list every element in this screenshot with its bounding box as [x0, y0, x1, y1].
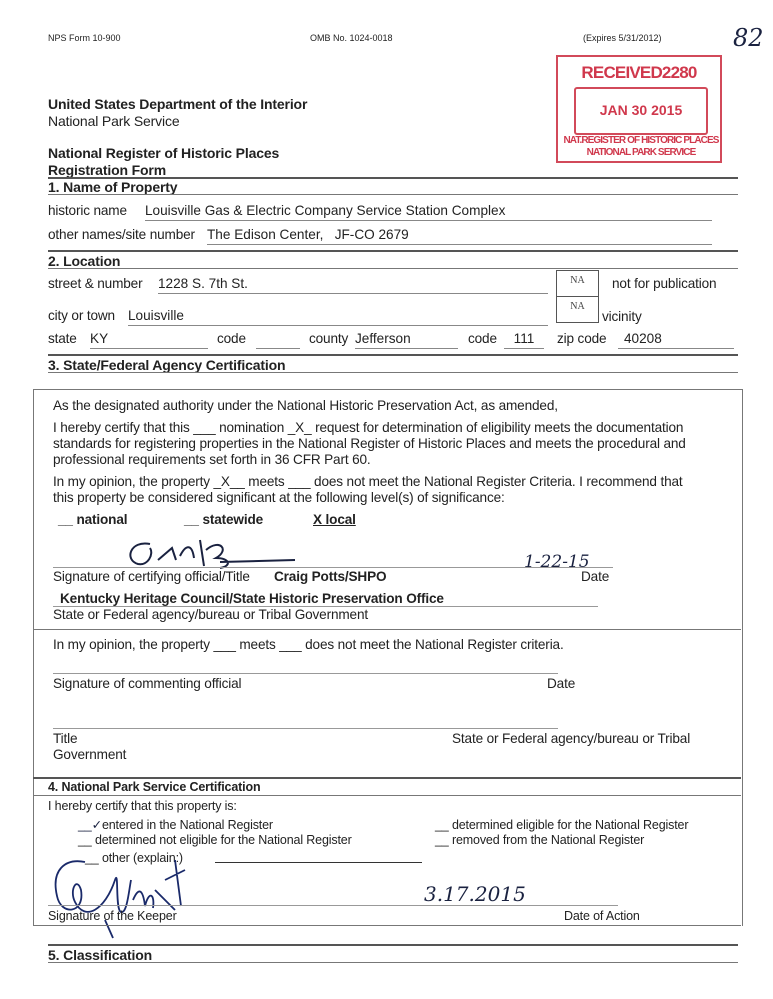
historic-name-value: Louisville Gas & Electric Company Service Station Complex	[145, 204, 712, 221]
street-label: street & number	[48, 276, 143, 291]
s3-para2b: standards for registering properties in the National Register of Historic Places and meets the procedural and	[53, 436, 686, 451]
stamp-date: JAN 30 2015	[599, 102, 683, 118]
divider	[48, 194, 738, 195]
form-title: National Register of Historic Places	[48, 145, 280, 161]
not-for-publication-label: not for publication	[612, 276, 717, 291]
signature-line	[53, 567, 613, 568]
other-names-value: The Edison Center, JF-CO 2679	[207, 228, 712, 245]
state-label: state	[48, 331, 77, 346]
state-value: KY	[90, 332, 208, 349]
s3-para3a: In my opinion, the property _X__ meets ___ does not meet the National Register Criteria. I recommend that	[53, 474, 683, 489]
comment-signature-line	[53, 673, 558, 674]
keeper-signature	[45, 850, 215, 940]
s3-opinion2: In my opinion, the property ___ meets ___ does not meet the National Register criteria.	[53, 637, 564, 652]
divider	[33, 777, 741, 779]
date-label: Date	[581, 569, 610, 584]
section-4-heading: 4. National Park Service Certification	[48, 780, 261, 794]
option-removed: __ removed from the National Register	[435, 833, 645, 847]
vicinity-label: vicinity	[602, 309, 642, 324]
s3-para2c: professional requirements set forth in 36 CFR Part 60.	[53, 452, 371, 467]
code-value	[256, 332, 300, 349]
divider	[33, 795, 741, 796]
form-subtitle: Registration Form	[48, 162, 167, 178]
stamp-line2: NATIONAL PARK SERVICE	[586, 147, 696, 158]
divider	[48, 372, 738, 373]
divider	[48, 250, 738, 252]
other-explain-line	[215, 862, 422, 863]
divider	[48, 962, 738, 963]
historic-name-label: historic name	[48, 203, 127, 218]
expiration: (Expires 5/31/2012)	[583, 33, 662, 43]
agency-value: Kentucky Heritage Council/State Historic Preservation Office	[60, 591, 444, 606]
level-statewide: __ statewide	[184, 512, 264, 527]
commenting-official-label: Signature of commenting official	[53, 676, 242, 691]
stamp-line1: NAT.REGISTER OF HISTORIC PLACES	[563, 135, 719, 146]
code2-label: code	[468, 331, 497, 346]
handwritten-page-number: 82	[733, 24, 764, 52]
s3-para2a: I hereby certify that this ___ nomination _X_ request for determination of eligibility meets the documentation	[53, 420, 684, 435]
section-5-heading: 5. Classification	[48, 947, 153, 963]
certifying-official-label: Signature of certifying official/Title	[53, 569, 250, 584]
s3-para3b: this property be considered significant at the following level(s) of significance:	[53, 490, 505, 505]
divider	[48, 354, 738, 356]
form-number: NPS Form 10-900	[48, 33, 121, 43]
agency-label: State or Federal agency/bureau or Tribal Government	[53, 607, 368, 622]
agency2-label: State or Federal agency/bureau or Tribal	[452, 731, 691, 746]
department: United States Department of the Interior	[48, 96, 308, 112]
divider	[33, 925, 741, 926]
s3-para1: As the designated authority under the National Historic Preservation Act, as amended,	[53, 398, 558, 413]
option-eligible: __ determined eligible for the National Register	[435, 818, 689, 832]
certifying-official-name: Craig Potts/SHPO	[274, 569, 387, 584]
street-value: 1228 S. 7th St.	[158, 277, 548, 294]
level-national: __ national	[58, 512, 128, 527]
title-line	[53, 728, 558, 729]
city-label: city or town	[48, 308, 115, 323]
stamp-received: RECEIVED2280	[581, 63, 697, 82]
received-stamp	[556, 55, 722, 163]
not-for-publication-box: NA	[556, 270, 599, 297]
code2-value: 111	[504, 332, 544, 349]
county-label: county	[309, 331, 349, 346]
level-local: X local	[313, 512, 356, 527]
zip-label: zip code	[557, 331, 607, 346]
option-not-eligible: __ determined not eligible for the National Register	[78, 833, 352, 847]
divider	[48, 268, 738, 269]
s4-intro: I hereby certify that this property is:	[48, 799, 237, 813]
date-of-action-label: Date of Action	[564, 909, 640, 923]
divider	[48, 944, 738, 946]
option-other: __ other (explain:)	[85, 851, 183, 865]
keeper-date-handwritten: 3.17.2015	[424, 882, 526, 906]
code-label: code	[217, 331, 246, 346]
service: National Park Service	[48, 113, 180, 129]
section-2-heading: 2. Location	[48, 253, 121, 269]
other-names-label: other names/site number	[48, 227, 195, 242]
section-3-heading: 3. State/Federal Agency Certification	[48, 357, 286, 373]
shpo-date-handwritten: 1-22-15	[524, 552, 590, 572]
divider	[33, 629, 741, 630]
keeper-signature-line	[48, 905, 618, 906]
county-value: Jefferson	[355, 332, 458, 349]
vicinity-box: NA	[556, 296, 599, 323]
omb-number: OMB No. 1024-0018	[310, 33, 393, 43]
section-1-heading: 1. Name of Property	[48, 179, 178, 195]
zip-value: 40208	[618, 332, 734, 349]
title-label: Title	[53, 731, 78, 746]
agency2-label-cont: Government	[53, 747, 127, 762]
city-value: Louisville	[128, 309, 548, 326]
comment-date-label: Date	[547, 676, 576, 691]
keeper-label: Signature of the Keeper	[48, 909, 177, 923]
option-entered: __✓entered in the National Register	[78, 818, 273, 832]
